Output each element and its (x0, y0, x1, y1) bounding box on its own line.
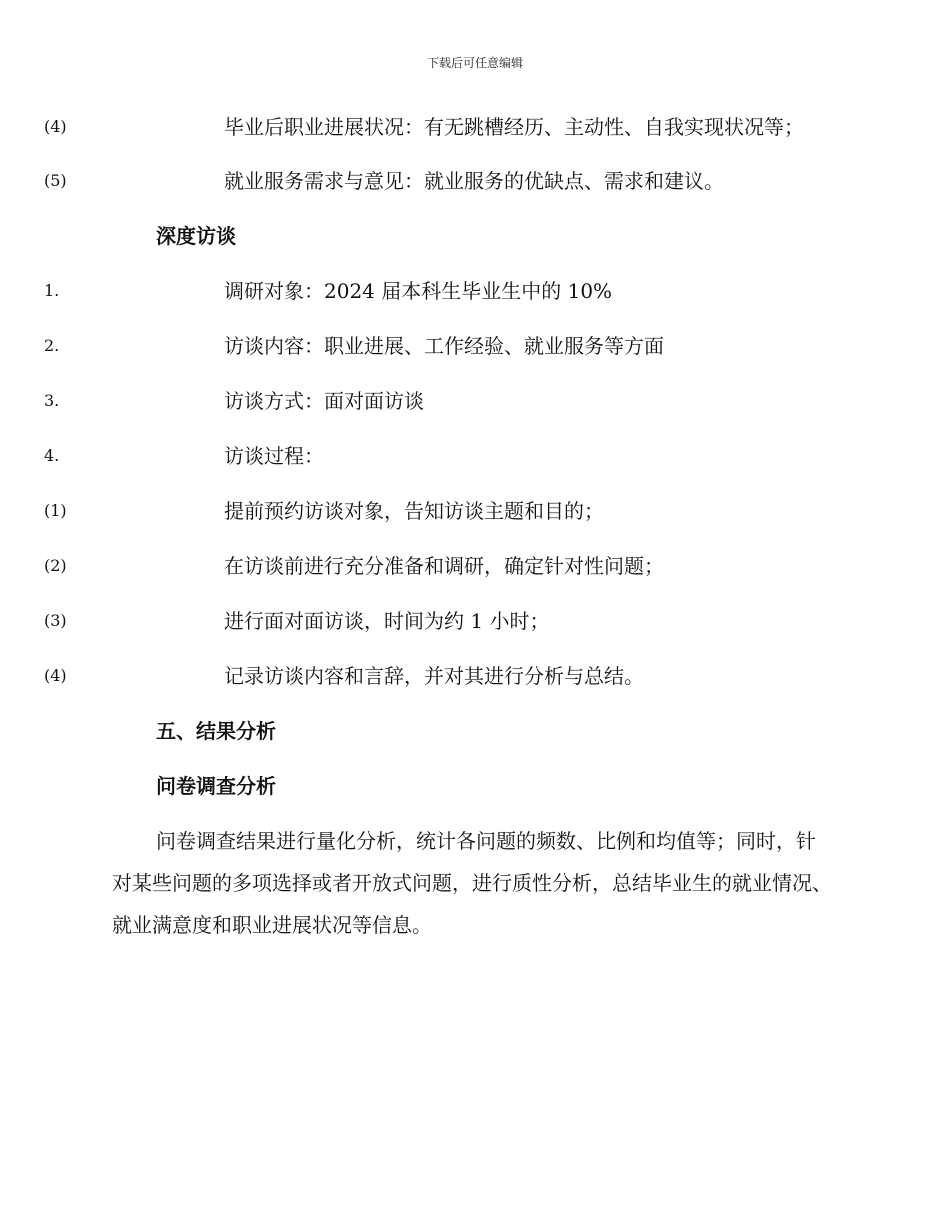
sublist-item (0, 545, 834, 587)
list-item-text: 访谈内容：职业进展、工作经验、就业服务等方面 (224, 334, 664, 358)
sublist-item-number: (1) (44, 501, 67, 520)
sublist-item-number: (2) (44, 556, 67, 575)
list-item-number: (4) (44, 117, 67, 136)
sublist-item-text: 记录访谈内容和言辞，并对其进行分析与总结。 (224, 664, 644, 688)
sublist-item-text: 进行面对面访谈，时间为约 1 小时； (224, 609, 550, 633)
list-item-number: 1. (44, 281, 60, 300)
list-item-text: 调研对象：2024 届本科生毕业生中的 10% (224, 279, 613, 303)
sublist-item (0, 490, 834, 532)
list-item (0, 270, 834, 312)
list-item (0, 380, 834, 422)
list-item-number: (5) (44, 171, 67, 190)
section-heading-interview: 深度访谈 (156, 224, 236, 248)
list-item (0, 435, 834, 477)
sublist-item (0, 655, 834, 697)
list-item-text: 毕业后职业进展状况：有无跳槽经历、主动性、自我实现状况等； (224, 115, 804, 139)
list-item-text: 访谈方式：面对面访谈 (224, 389, 424, 413)
list-item (0, 106, 834, 148)
section-heading-results: 五、结果分析 (156, 719, 276, 743)
list-item-number: 3. (44, 391, 60, 410)
sublist-item-text: 提前预约访谈对象，告知访谈主题和目的； (224, 499, 604, 523)
sublist-item-number: (3) (44, 611, 67, 630)
sublist-item-text: 在访谈前进行充分准备和调研，确定针对性问题； (224, 554, 664, 578)
survey-analysis-paragraph: 问卷调查结果进行量化分析，统计各问题的频数、比例和均值等；同时，针对某些问题的多项选择或者开放式问题，进行质性分析，总结毕业生的就业情况、就业满意度和职业进展状况等信息。 (112, 829, 832, 937)
header-note: 下载后可任意编辑 (426, 56, 523, 70)
section-heading-survey: 问卷调查分析 (156, 774, 276, 798)
sublist-item (0, 600, 834, 642)
list-item-text: 就业服务需求与意见：就业服务的优缺点、需求和建议。 (224, 169, 724, 193)
list-item (0, 325, 834, 367)
list-item-number: 4. (44, 446, 60, 465)
list-item (0, 160, 834, 202)
list-item-number: 2. (44, 336, 60, 355)
document-body (44, 106, 834, 966)
list-item-text: 访谈过程： (224, 444, 324, 468)
sublist-item-number: (4) (44, 666, 67, 685)
